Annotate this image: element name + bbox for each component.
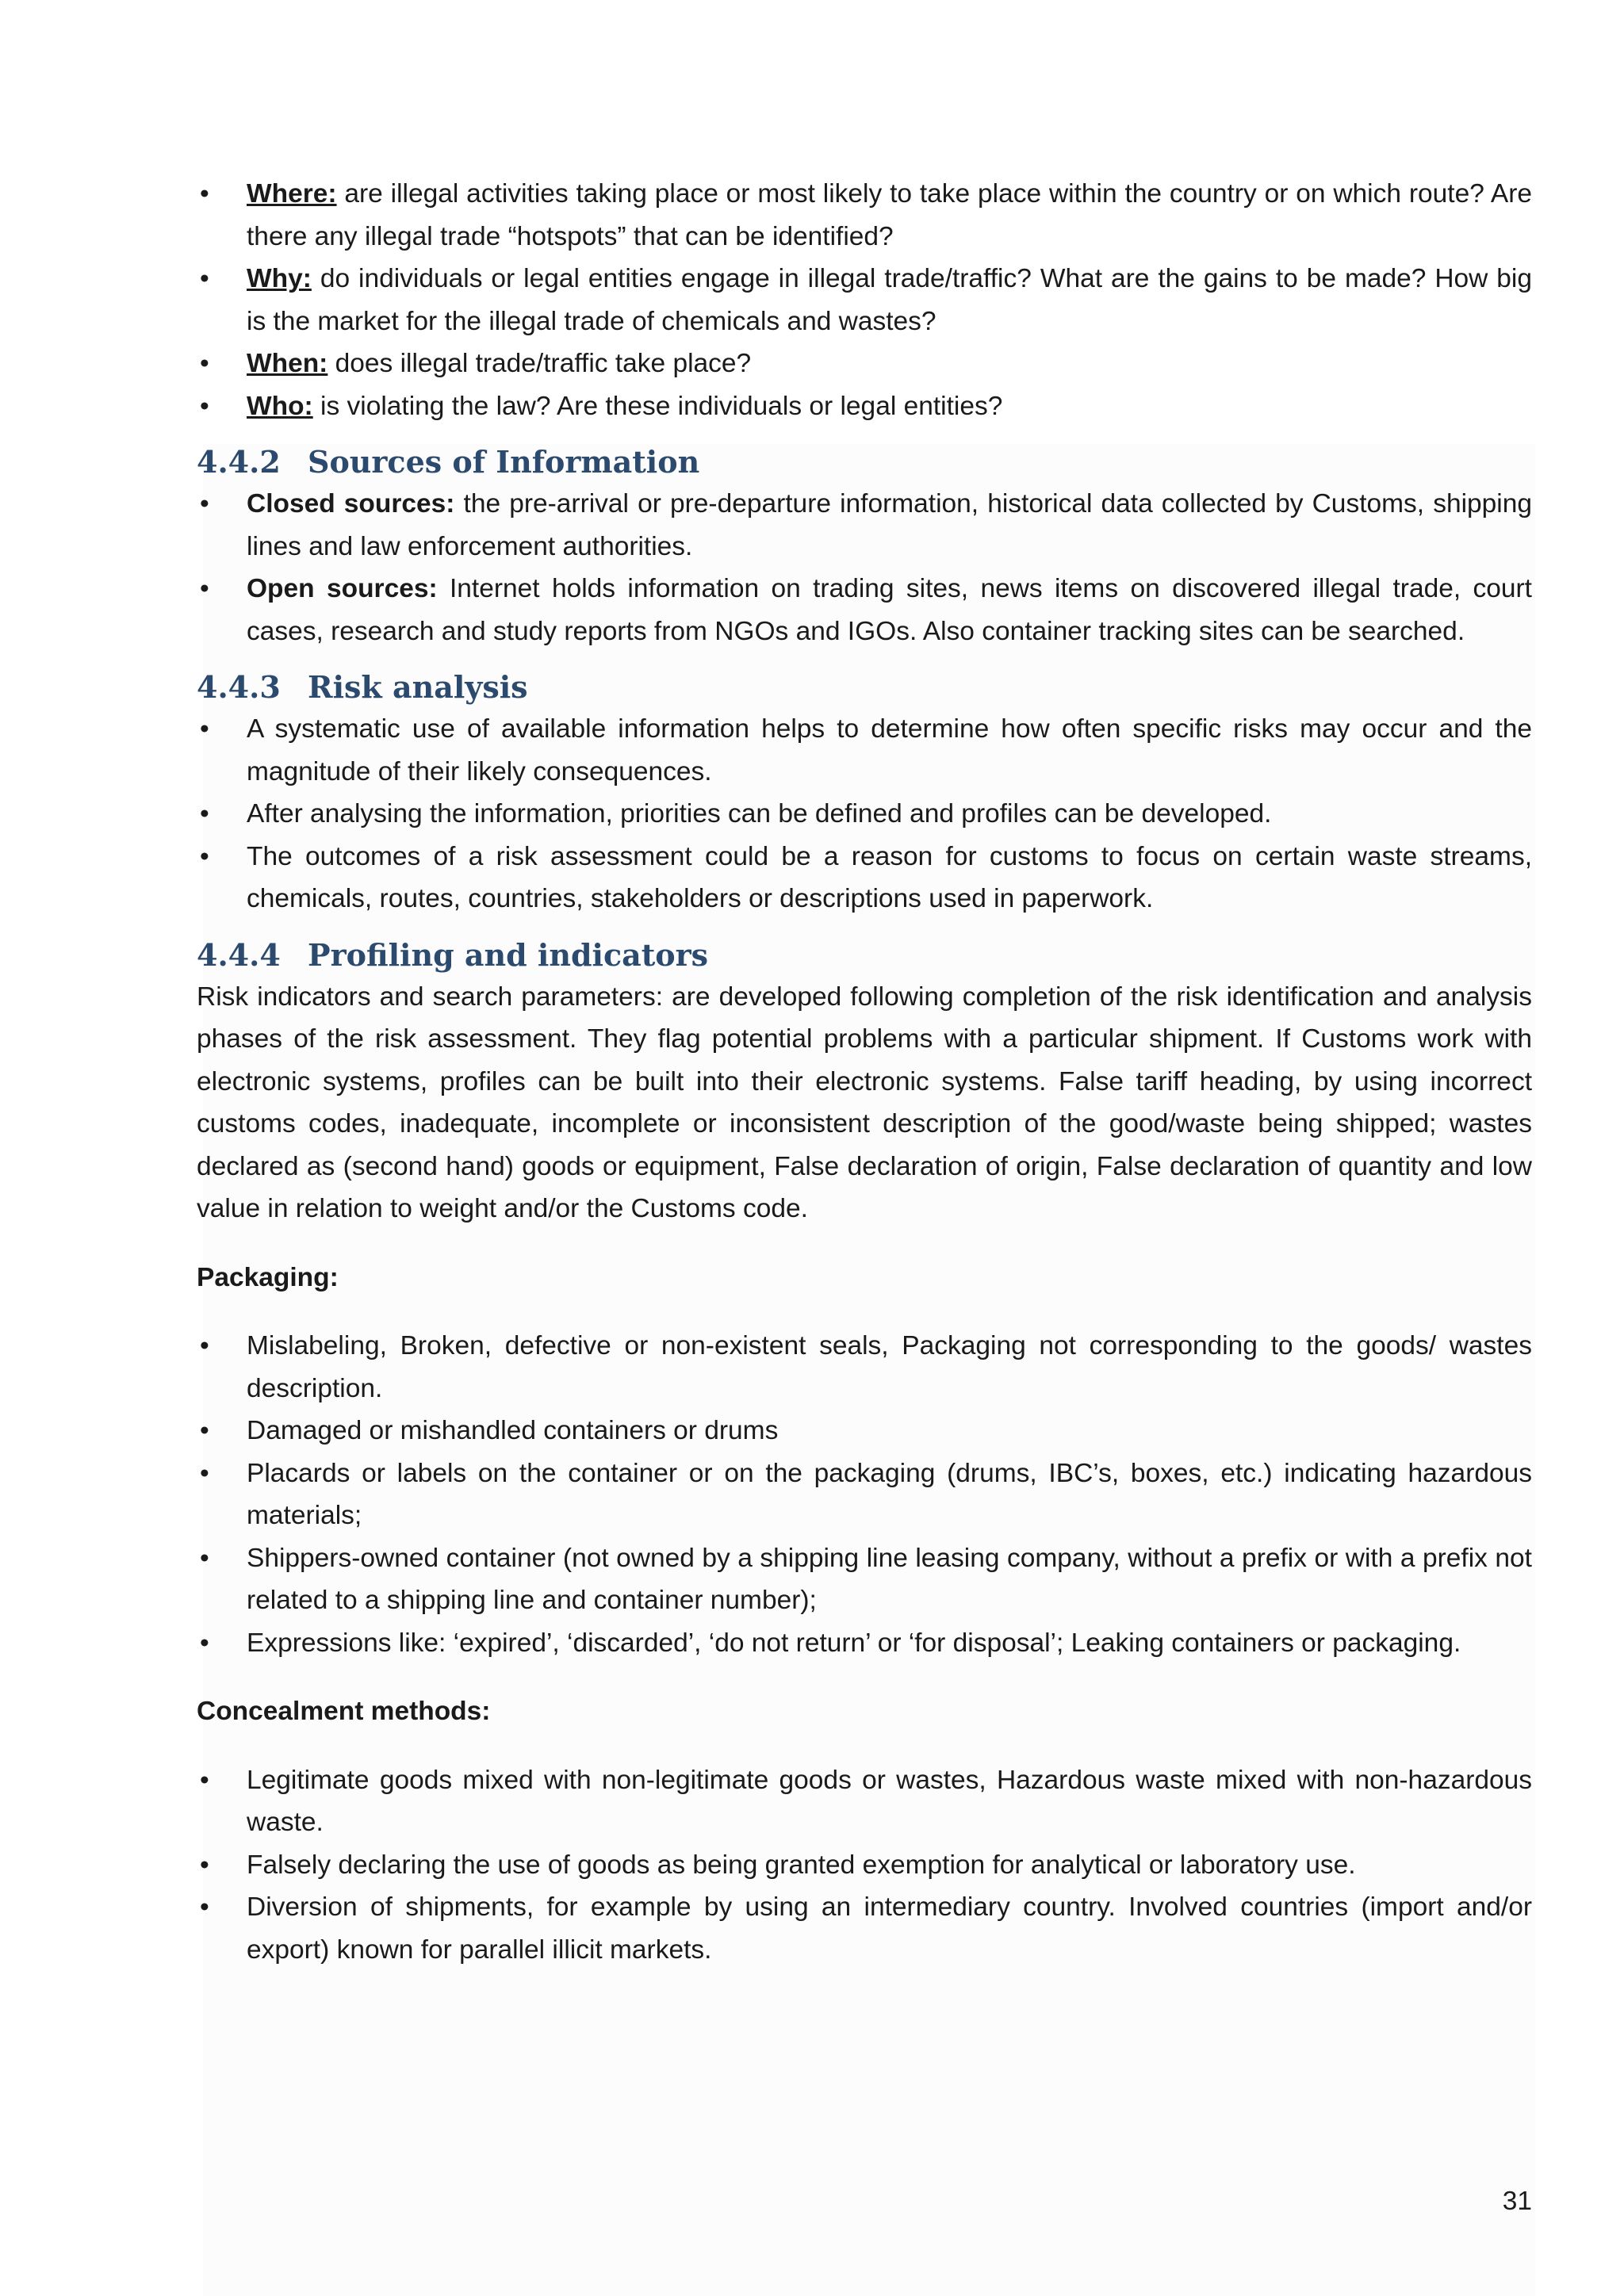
open-sources-text: Internet holds information on trading sites, news items on discovered illegal trade, court cases, research and study reports from NGOs and IGOs. Also container tracking sites can be searched. [247, 574, 1532, 646]
list-item: • Expressions like: ‘expired’, ‘discarded’, ‘do not return’ or ‘for disposal’; Leaking containers or packaging. [197, 1622, 1532, 1665]
list-item: • Legitimate goods mixed with non-legitimate goods or wastes, Hazardous waste mixed with non-hazardous waste. [197, 1759, 1532, 1844]
list-item: • Shippers-owned container (not owned by a shipping line leasing company, without a prefix or with a prefix not related to a shipping line and container number); [197, 1537, 1532, 1622]
when-label: When: [247, 349, 328, 378]
list-item-why [197, 258, 1532, 342]
when-text: does illegal trade/traffic take place? [327, 349, 752, 378]
packaging-heading: Packaging: [197, 1262, 339, 1292]
concealment-list [197, 1759, 1532, 1972]
list-item: • Falsely declaring the use of goods as being granted exemption for analytical or laboratory use. [197, 1844, 1532, 1887]
list-item: • Mislabeling, Broken, defective or non-existent seals, Packaging not corresponding to the goods/ wastes description. [197, 1325, 1532, 1410]
risk-analysis-list [197, 708, 1532, 920]
section-number: 4.4.4 [197, 936, 281, 973]
concealment-heading: Concealment methods: [197, 1697, 491, 1726]
sources-list [197, 483, 1532, 652]
list-item: • Diversion of shipments, for example by using an intermediary country. Involved countries (import and/or export) known for parallel illicit markets. [197, 1886, 1532, 1971]
closed-sources-text: the pre-arrival or pre-departure information, historical data collected by Customs, shipping lines and law enforcement authorities. [247, 489, 1532, 561]
who-text: is violating the law? Are these individuals or legal entities? [312, 391, 1003, 421]
why-text: do individuals or legal entities engage in illegal trade/traffic? What are the gains to be made? How big is the market for the illegal trade of chemicals and wastes? [247, 264, 1532, 336]
list-item-where [197, 173, 1532, 258]
section-heading-sources [197, 441, 1532, 483]
section-number: 4.4.2 [197, 444, 281, 480]
profiling-paragraph: Risk indicators and search parameters: are developed following completion of the risk identification and analysis phases of the risk assessment. They flag potential problems with a particular shipment. If Customs work with electronic systems, profiles can be built into their electronic systems. False tariff heading, by using incorrect customs codes, inadequate, incomplete or inconsistent description of the good/waste being shipped; wastes declared as (second hand) goods or equipment, False declaration of origin, False declaration of quantity and low value in relation to weight and/or the Customs code. [197, 982, 1532, 1223]
list-item: • After analysing the information, priorities can be defined and profiles can be developed. [197, 793, 1532, 836]
closed-sources-label: Closed sources: [247, 489, 455, 519]
open-sources-label: Open sources: [247, 574, 438, 603]
section-number: 4.4.3 [197, 669, 281, 705]
list-item: • The outcomes of a risk assessment could be a reason for customs to focus on certain waste streams, chemicals, routes, countries, stakeholders or descriptions used in paperwork. [197, 836, 1532, 920]
list-item: • Damaged or mishandled containers or drums [197, 1410, 1532, 1452]
section-title: Profiling and indicators [308, 936, 709, 973]
why-label: Why: [247, 264, 312, 293]
document-page [197, 173, 1532, 1971]
list-item-who [197, 385, 1532, 428]
section-heading-risk-analysis [197, 666, 1532, 708]
list-item-open-sources [197, 568, 1532, 652]
list-item-when [197, 342, 1532, 385]
who-label: Who: [247, 391, 313, 421]
list-item: • A systematic use of available information helps to determine how often specific risks may occur and the magnitude of their likely consequences. [197, 708, 1532, 793]
page-number: 31 [1502, 2187, 1532, 2216]
section-title: Sources of Information [308, 444, 700, 480]
where-label: Where: [247, 179, 337, 209]
intro-question-list [197, 173, 1532, 427]
section-title: Risk analysis [308, 669, 528, 705]
list-item-closed-sources [197, 483, 1532, 568]
list-item: • Placards or labels on the container or on the packaging (drums, IBC’s, boxes, etc.) indicating hazardous materials; [197, 1452, 1532, 1537]
where-text: are illegal activities taking place or most likely to take place within the country or on which route? Are there any illegal trade “hotspots” that can be identified? [247, 179, 1532, 251]
section-heading-profiling [197, 934, 1532, 976]
packaging-list [197, 1325, 1532, 1664]
